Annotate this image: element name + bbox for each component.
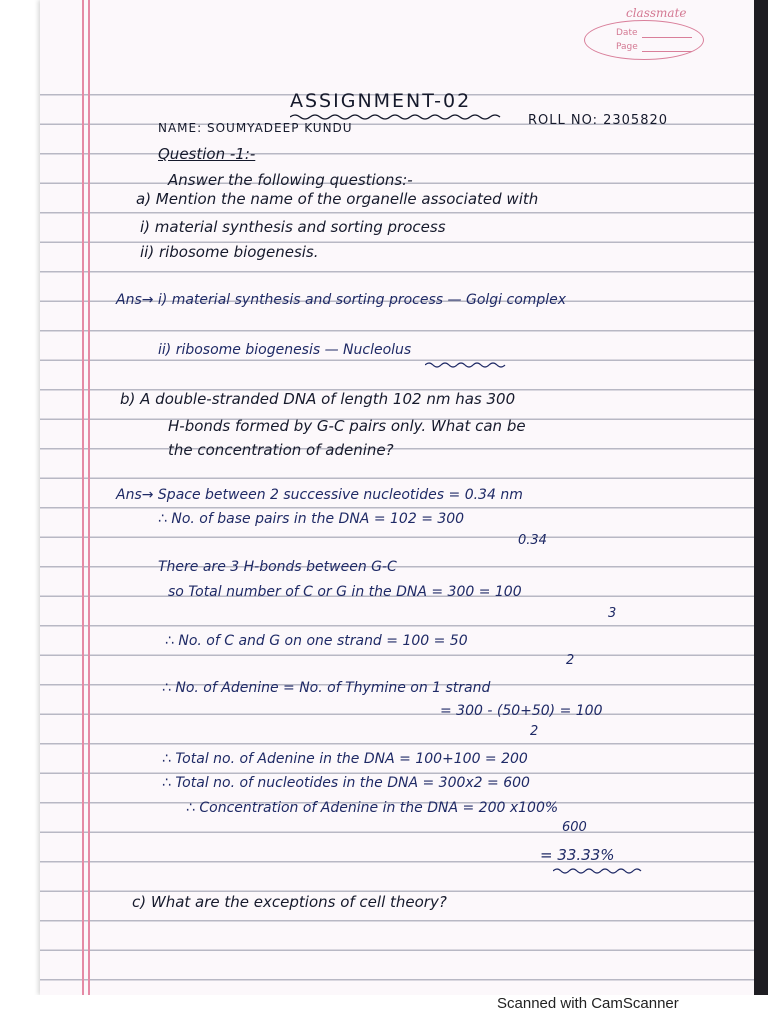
answer-b-line-8: ∴ Total no. of Adenine in the DNA = 100+100 = 200 xyxy=(162,751,528,767)
scanner-watermark: Scanned with CamScanner xyxy=(497,995,679,1012)
roll-number: ROLL NO: 2305820 xyxy=(528,113,669,128)
nucleolus-underline xyxy=(425,361,510,368)
stamp-page-label: Page xyxy=(616,42,638,52)
stamp-oval xyxy=(584,20,704,60)
answer-b-line-5: ∴ No. of C and G on one strand = 100 = 50 xyxy=(165,633,468,649)
stamp-date-label: Date xyxy=(616,28,638,38)
answer-b-line-5-denominator: 2 xyxy=(566,653,575,668)
answer-b-line-10-denominator: 600 xyxy=(562,820,587,835)
stamp-page-line xyxy=(642,51,692,52)
assignment-title: ASSIGNMENT-02 xyxy=(290,90,472,112)
question-a-ii: ii) ribosome biogenesis. xyxy=(140,243,319,261)
answer-b-line-7-denominator: 2 xyxy=(530,724,539,739)
answer-b-line-2: ∴ No. of base pairs in the DNA = 102 = 300 xyxy=(158,511,465,527)
stamp-date-line xyxy=(642,37,692,38)
question-a-i: i) material synthesis and sorting process xyxy=(140,218,446,236)
question-a: a) Mention the name of the organelle associated with xyxy=(136,190,539,208)
margin-line-1 xyxy=(82,0,84,995)
stamp-brand: classmate xyxy=(626,6,687,20)
answer-b-line-2-denominator: 0.34 xyxy=(518,533,547,548)
question-b-line-2: H-bonds formed by G-C pairs only. What can be xyxy=(168,417,526,435)
result-underline xyxy=(553,867,648,874)
answer-b-line-3: There are 3 H-bonds between G-C xyxy=(158,559,397,575)
answer-b-result: = 33.33% xyxy=(540,846,615,864)
question-c: c) What are the exceptions of cell theory? xyxy=(132,893,447,911)
margin-line-2 xyxy=(88,0,90,995)
page-edge-shadow xyxy=(754,0,768,995)
question-heading: Question -1:- xyxy=(158,145,256,163)
answer-b-line-9: ∴ Total no. of nucleotides in the DNA = 300x2 = 600 xyxy=(162,775,530,791)
answer-b-line-7: = 300 - (50+50) = 100 xyxy=(440,703,603,719)
answer-b-line-10: ∴ Concentration of Adenine in the DNA = 200 x100% xyxy=(186,800,559,816)
question-b-line-3: the concentration of adenine? xyxy=(168,441,394,459)
title-underline xyxy=(290,113,505,120)
question-b-line-1: b) A double-stranded DNA of length 102 nm has 300 xyxy=(120,390,516,408)
student-name: NAME: SOUMYADEEP KUNDU xyxy=(158,121,353,135)
answer-a-ii: ii) ribosome biogenesis — Nucleolus xyxy=(158,342,412,358)
notebook-stamp xyxy=(580,6,710,60)
answer-b-line-1: Ans→ Space between 2 successive nucleotides = 0.34 nm xyxy=(116,487,523,503)
answer-b-line-4: so Total number of C or G in the DNA = 300 = 100 xyxy=(168,584,522,600)
answer-b-line-4-denominator: 3 xyxy=(608,606,617,621)
answer-a-i: Ans→ i) material synthesis and sorting process — Golgi complex xyxy=(116,292,567,308)
question-intro: Answer the following questions:- xyxy=(168,171,413,189)
answer-b-line-6: ∴ No. of Adenine = No. of Thymine on 1 strand xyxy=(162,680,491,696)
